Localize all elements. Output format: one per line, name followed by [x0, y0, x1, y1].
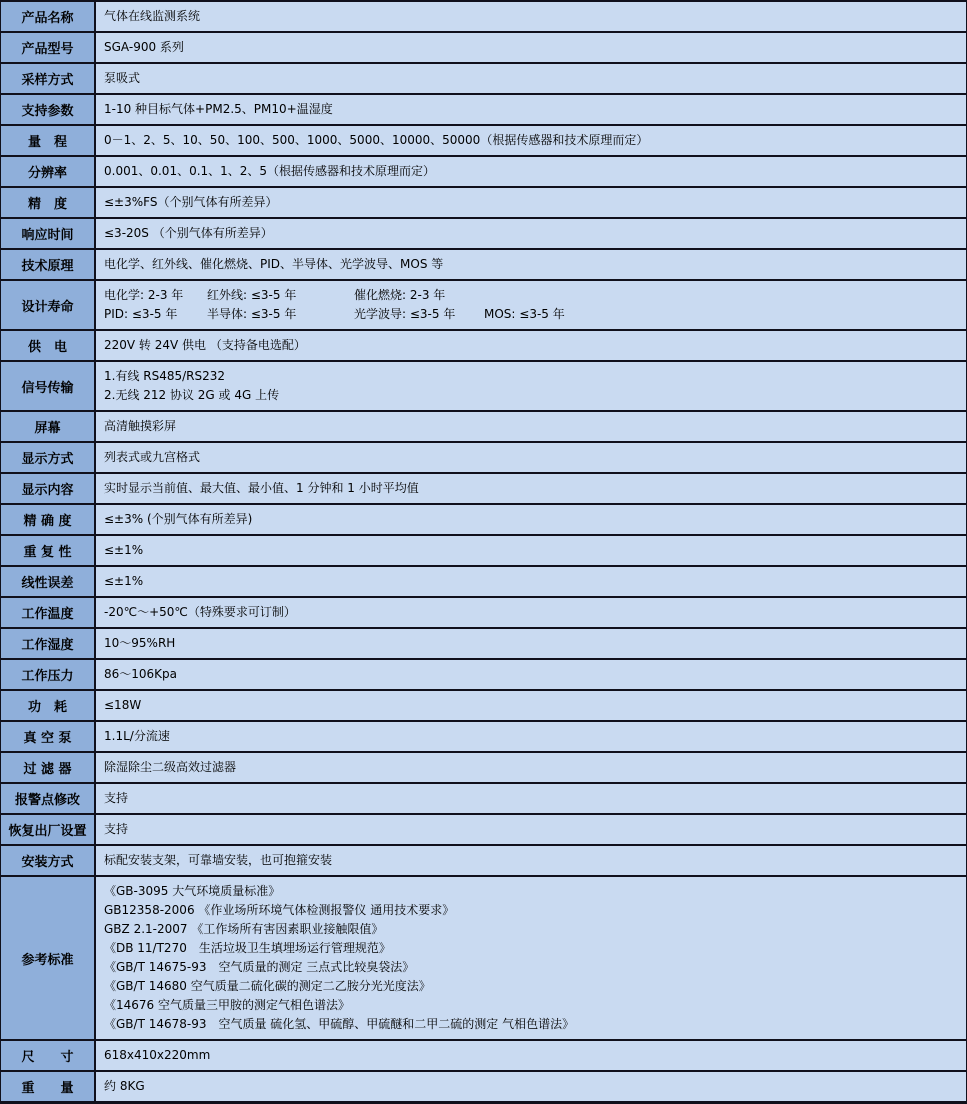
spec-value — [96, 126, 966, 155]
spec-value — [96, 691, 966, 720]
spec-value — [96, 784, 966, 813]
spec-value — [96, 815, 966, 844]
spec-label: 支持参数 — [1, 95, 96, 124]
spec-value-segment: 光学波导: ≤3-5 年 — [354, 307, 456, 321]
spec-value — [96, 1041, 966, 1070]
spec-value — [96, 250, 966, 279]
spec-value-line: 0－1、2、5、10、50、100、500、1000、5000、10000、50000（根据传感器和技术原理而定） — [104, 133, 649, 147]
spec-value-line: 高清触摸彩屏 — [104, 419, 177, 433]
spec-label: 重 复 性 — [1, 536, 96, 565]
spec-row — [1, 1072, 966, 1103]
spec-value-line: ≤±1% — [104, 574, 144, 588]
spec-label: 量 程 — [1, 126, 96, 155]
spec-value-line: 《GB-3095 大气环境质量标准》 — [104, 884, 281, 898]
spec-label: 功 耗 — [1, 691, 96, 720]
spec-value-line: GB12358-2006 《作业场所环境气体检测报警仪 通用技术要求》 — [104, 903, 455, 917]
spec-label: 真 空 泵 — [1, 722, 96, 751]
spec-row — [1, 33, 966, 64]
spec-label: 产品型号 — [1, 33, 96, 62]
spec-row — [1, 443, 966, 474]
spec-value-line: 《DB 11/T270 生活垃圾卫生填埋场运行管理规范》 — [104, 941, 391, 955]
spec-value-line: 《14676 空气质量三甲胺的测定气相色谱法》 — [104, 998, 350, 1012]
spec-row — [1, 722, 966, 753]
spec-value — [96, 505, 966, 534]
spec-value — [96, 219, 966, 248]
spec-row — [1, 362, 966, 412]
spec-value-line: 《GB/T 14678-93 空气质量 硫化氢、甲硫醇、甲硫醚和二甲二硫的测定 气相色谱法》 — [104, 1017, 575, 1031]
spec-label: 精 度 — [1, 188, 96, 217]
spec-label: 设计寿命 — [1, 281, 96, 329]
spec-row — [1, 598, 966, 629]
spec-label: 线性误差 — [1, 567, 96, 596]
spec-label: 工作温度 — [1, 598, 96, 627]
spec-value — [96, 598, 966, 627]
spec-value-line: 《GB/T 14675-93 空气质量的测定 三点式比较臭袋法》 — [104, 960, 415, 974]
spec-value — [96, 331, 966, 360]
spec-value — [96, 188, 966, 217]
spec-row — [1, 250, 966, 281]
spec-row — [1, 846, 966, 877]
spec-row — [1, 126, 966, 157]
spec-label: 报警点修改 — [1, 784, 96, 813]
spec-row — [1, 660, 966, 691]
spec-row — [1, 691, 966, 722]
spec-value-line: 1.有线 RS485/RS232 — [104, 369, 226, 383]
spec-value-line: ≤3-20S （个别气体有所差异） — [104, 226, 273, 240]
spec-value — [96, 362, 966, 410]
spec-value — [96, 567, 966, 596]
spec-value — [96, 877, 966, 1039]
spec-value — [96, 2, 966, 31]
spec-value — [96, 846, 966, 875]
spec-value — [96, 33, 966, 62]
spec-value-line: -20℃～+50℃（特殊要求可订制） — [104, 605, 296, 619]
spec-value — [96, 629, 966, 658]
spec-label: 采样方式 — [1, 64, 96, 93]
spec-value-line: 220V 转 24V 供电 （支持备电选配） — [104, 338, 306, 352]
spec-value-line: 支持 — [104, 822, 129, 836]
spec-label: 显示内容 — [1, 474, 96, 503]
spec-label: 尺 寸 — [1, 1041, 96, 1070]
spec-value — [96, 412, 966, 441]
spec-label: 安装方式 — [1, 846, 96, 875]
spec-row — [1, 412, 966, 443]
spec-label: 技术原理 — [1, 250, 96, 279]
spec-label: 参考标准 — [1, 877, 96, 1039]
spec-value — [96, 722, 966, 751]
spec-value-line — [104, 286, 958, 305]
spec-value-line: 列表式或九宫格式 — [104, 450, 201, 464]
spec-value-line: 实时显示当前值、最大值、最小值、1 分钟和 1 小时平均值 — [104, 481, 419, 495]
spec-row — [1, 784, 966, 815]
spec-label: 恢复出厂设置 — [1, 815, 96, 844]
spec-label: 响应时间 — [1, 219, 96, 248]
spec-value-segment: MOS: ≤3-5 年 — [484, 307, 565, 321]
spec-label: 工作湿度 — [1, 629, 96, 658]
spec-value-segment: PID: ≤3-5 年 — [104, 307, 178, 321]
spec-row — [1, 64, 966, 95]
spec-value-line: 10～95%RH — [104, 636, 176, 650]
spec-value-segment: 电化学: 2-3 年 — [104, 288, 184, 302]
spec-label: 显示方式 — [1, 443, 96, 472]
spec-row — [1, 753, 966, 784]
spec-value — [96, 660, 966, 689]
spec-row — [1, 188, 966, 219]
spec-value-line: 0.001、0.01、0.1、1、2、5（根据传感器和技术原理而定） — [104, 164, 436, 178]
spec-value-segment: 红外线: ≤3-5 年 — [207, 288, 297, 302]
spec-row — [1, 505, 966, 536]
spec-value — [96, 157, 966, 186]
spec-label: 屏幕 — [1, 412, 96, 441]
spec-value-line: 约 8KG — [104, 1079, 145, 1093]
spec-value-line: GBZ 2.1-2007 《工作场所有害因素职业接触限值》 — [104, 922, 384, 936]
spec-row — [1, 95, 966, 126]
spec-value-line: 618x410x220mm — [104, 1048, 211, 1062]
spec-value-line: 支持 — [104, 791, 129, 805]
spec-value-segment: 半导体: ≤3-5 年 — [207, 307, 297, 321]
spec-value-line: 《GB/T 14680 空气质量二硫化碳的测定二乙胺分光光度法》 — [104, 979, 431, 993]
spec-row — [1, 815, 966, 846]
spec-label: 信号传输 — [1, 362, 96, 410]
spec-label: 产品名称 — [1, 2, 96, 31]
spec-value-line: 86～106Kpa — [104, 667, 178, 681]
spec-row — [1, 219, 966, 250]
spec-value-line: ≤±1% — [104, 543, 144, 557]
spec-value — [96, 281, 966, 329]
spec-value-line: 1.1L/分流速 — [104, 729, 170, 743]
spec-value-line: ≤±3%FS（个别气体有所差异） — [104, 195, 278, 209]
spec-row — [1, 567, 966, 598]
spec-row — [1, 474, 966, 505]
spec-label: 工作压力 — [1, 660, 96, 689]
spec-row — [1, 2, 966, 33]
spec-row — [1, 281, 966, 331]
spec-label: 精 确 度 — [1, 505, 96, 534]
spec-value — [96, 753, 966, 782]
spec-value-line: 电化学、红外线、催化燃烧、PID、半导体、光学波导、MOS 等 — [104, 257, 444, 271]
spec-value-line: 标配安装支架，可靠墙安装，也可抱箍安装 — [104, 853, 333, 867]
spec-value-line: 泵吸式 — [104, 71, 141, 85]
spec-row — [1, 877, 966, 1041]
spec-value — [96, 1072, 966, 1101]
spec-value-line — [104, 305, 958, 324]
spec-value-segment: 催化燃烧: 2-3 年 — [354, 288, 446, 302]
spec-label: 分辨率 — [1, 157, 96, 186]
spec-value-line: 气体在线监测系统 — [104, 9, 201, 23]
spec-value — [96, 536, 966, 565]
spec-label: 供 电 — [1, 331, 96, 360]
spec-row — [1, 331, 966, 362]
spec-value — [96, 95, 966, 124]
spec-row — [1, 157, 966, 188]
spec-value — [96, 474, 966, 503]
spec-value — [96, 443, 966, 472]
spec-value — [96, 64, 966, 93]
spec-row — [1, 629, 966, 660]
spec-value-line: ≤18W — [104, 698, 142, 712]
spec-value-line: 除湿除尘二级高效过滤器 — [104, 760, 237, 774]
spec-label: 重 量 — [1, 1072, 96, 1101]
spec-value-line: 1-10 种目标气体+PM2.5、PM10+温湿度 — [104, 102, 333, 116]
spec-value-line: 2.无线 212 协议 2G 或 4G 上传 — [104, 388, 280, 402]
spec-row — [1, 536, 966, 567]
spec-value-line: ≤±3% (个别气体有所差异) — [104, 512, 253, 526]
spec-label: 过 滤 器 — [1, 753, 96, 782]
spec-value-line: SGA-900 系列 — [104, 40, 184, 54]
spec-row — [1, 1041, 966, 1072]
